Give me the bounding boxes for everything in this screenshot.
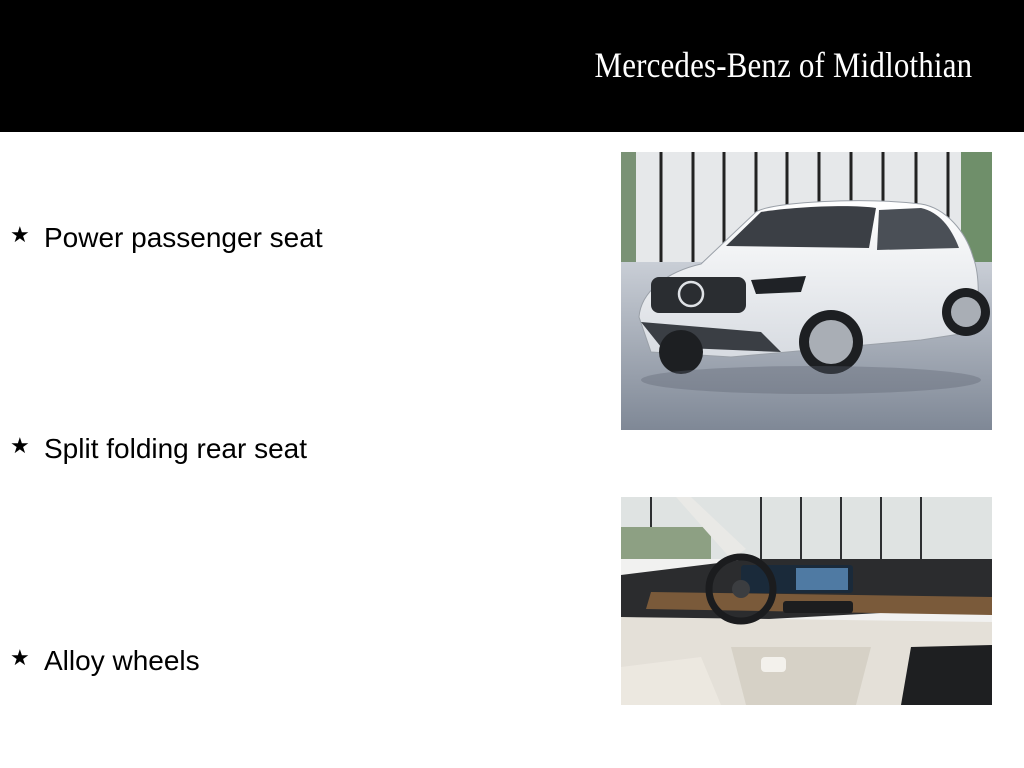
feature-label: Alloy wheels: [44, 645, 200, 676]
star-icon: ★: [10, 222, 30, 247]
star-icon: ★: [10, 433, 30, 458]
feature-label: Split folding rear seat: [44, 433, 308, 464]
header-bar: [0, 0, 1024, 132]
dealer-name: Mercedes-Benz of Midlothian: [594, 45, 972, 85]
feature-label: Power passenger seat: [44, 222, 323, 253]
feature-item: [10, 643, 200, 679]
feature-item: [10, 220, 323, 256]
vehicle-interior-photo: [621, 497, 992, 705]
star-icon: ★: [10, 645, 30, 670]
feature-item: [10, 431, 307, 467]
vehicle-exterior-photo: [621, 152, 992, 430]
